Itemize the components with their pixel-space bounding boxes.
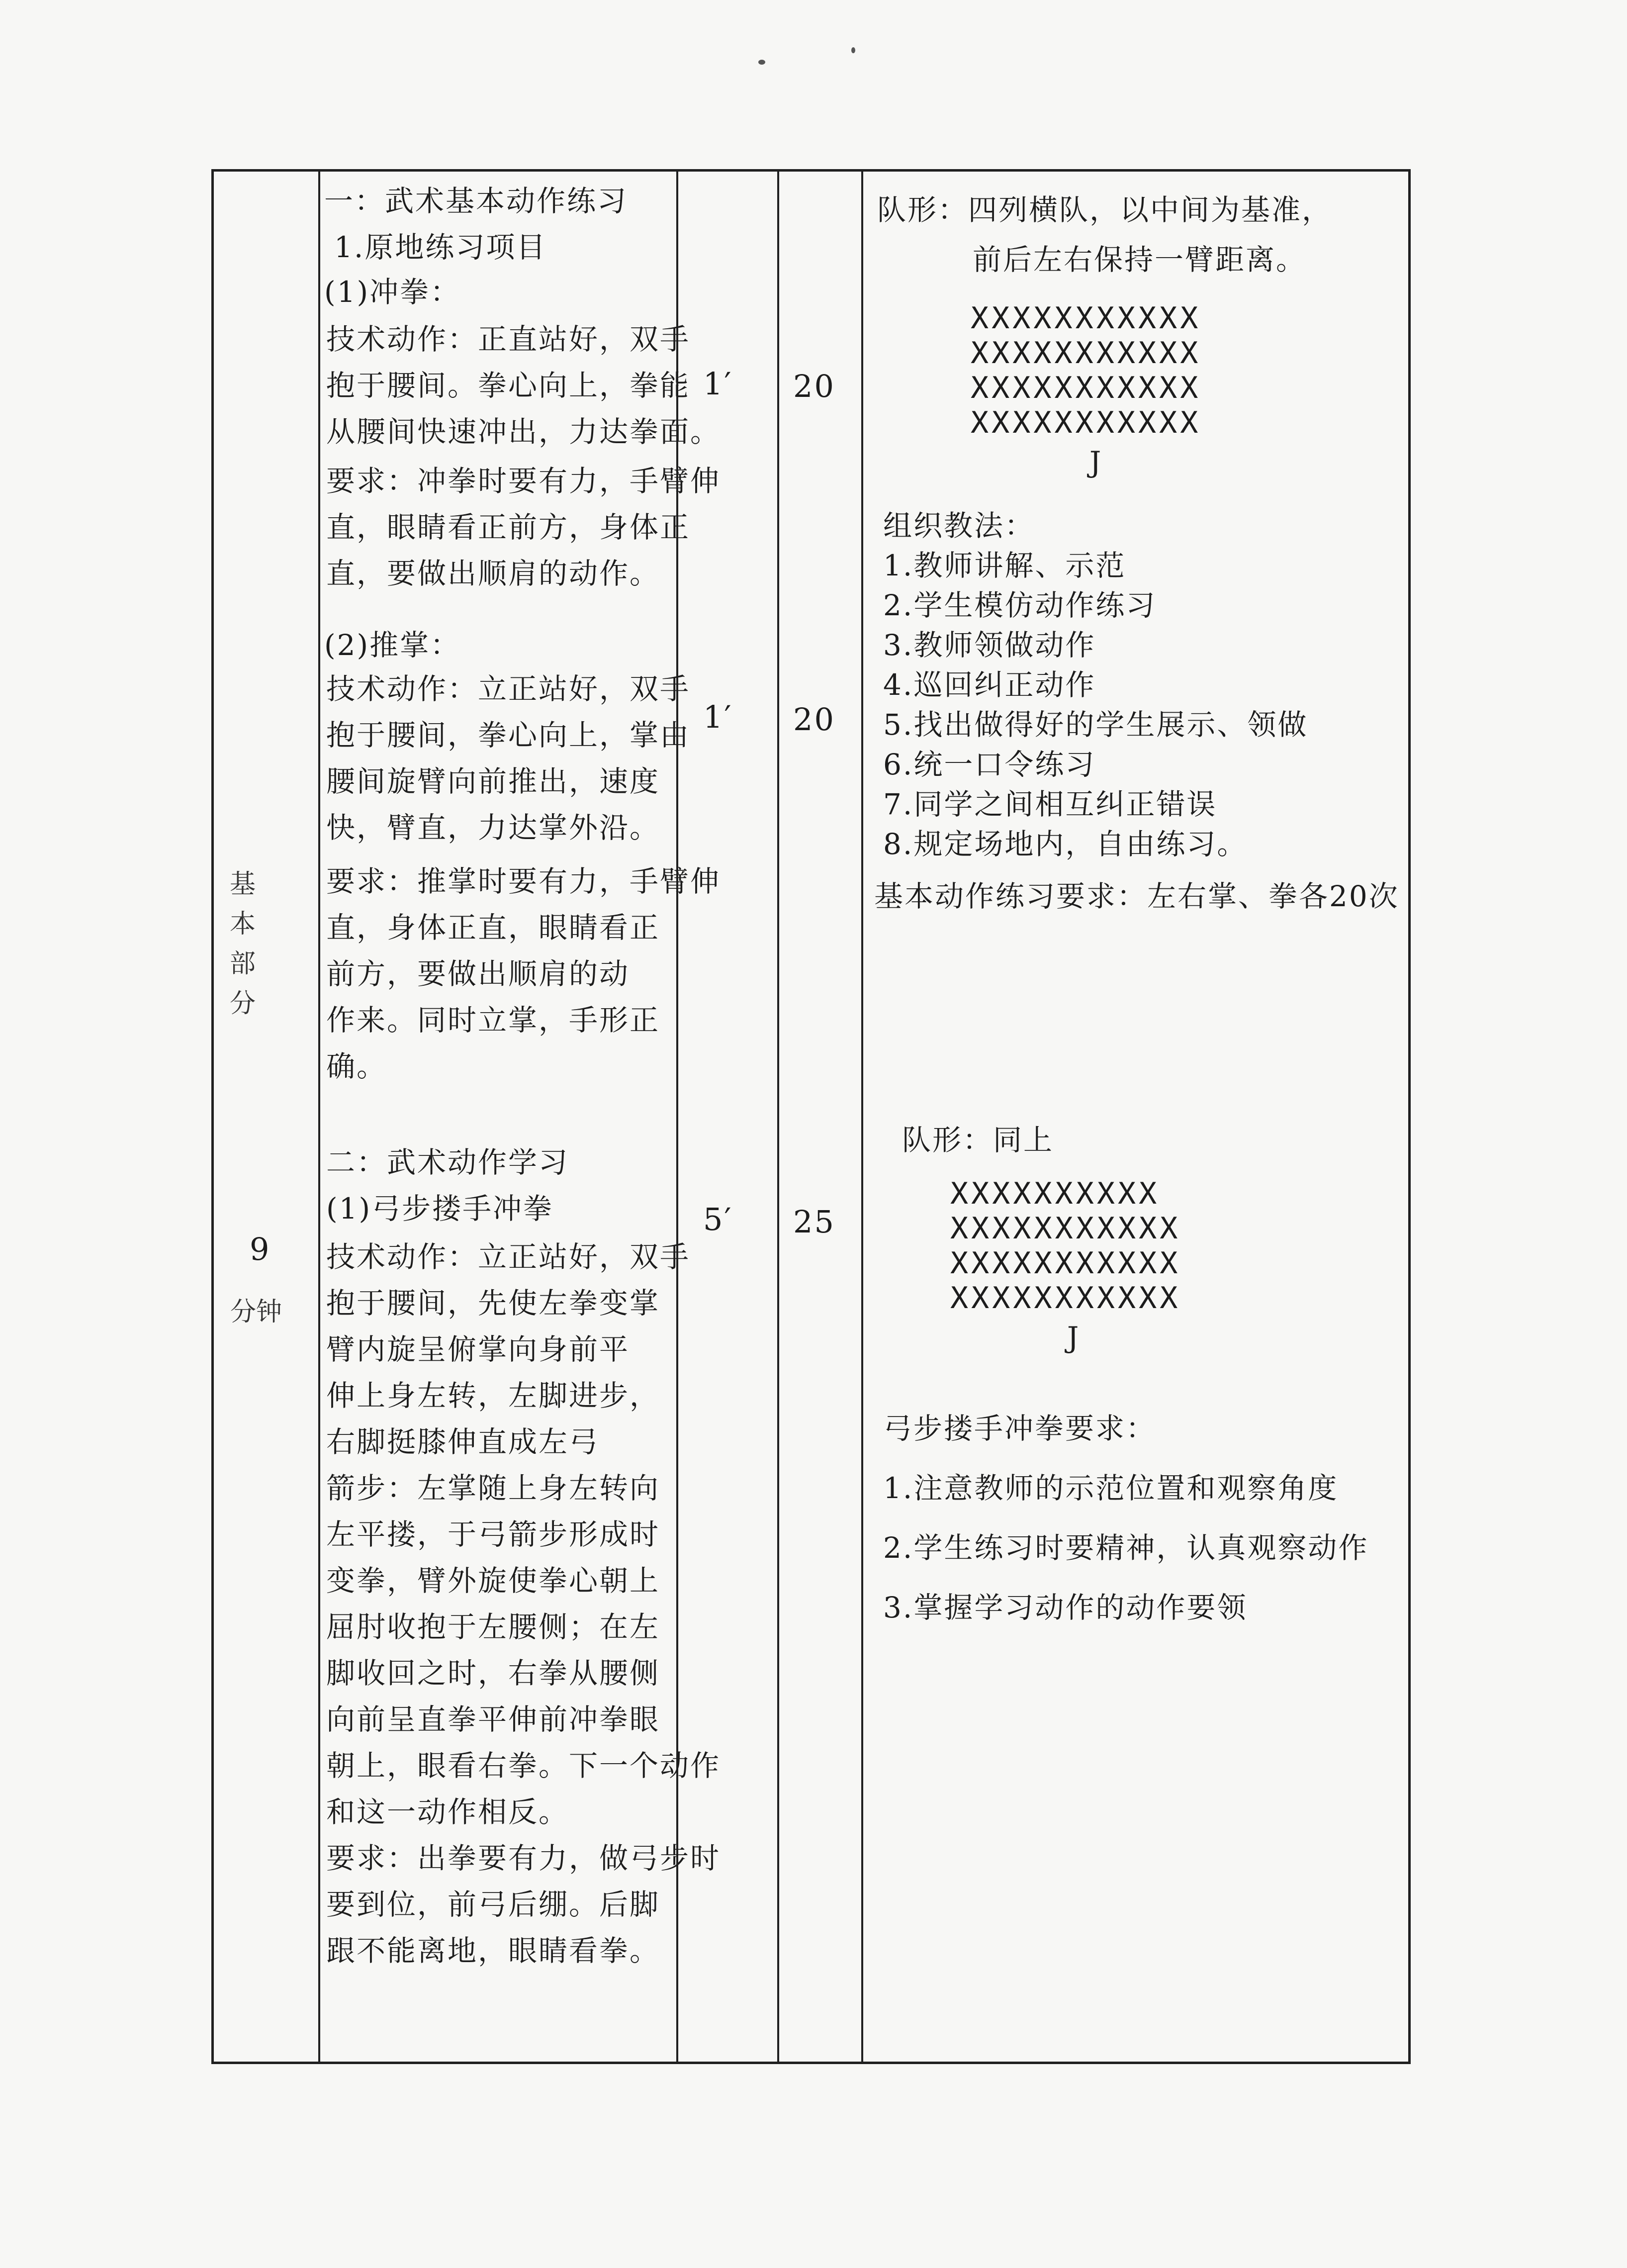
text-line: 直，要做出顺肩的动作。 xyxy=(326,557,660,590)
formation-row: XXXXXXXXXXX xyxy=(950,1281,1181,1316)
text-line: 抱于腰间，先使左拳变掌 xyxy=(326,1286,660,1320)
section-label-char: 本 xyxy=(230,909,256,939)
time-value: 5′ xyxy=(703,1201,733,1237)
section-label-char: 分 xyxy=(230,989,256,1019)
bow-requirement-item: 3.掌握学习动作的动作要领 xyxy=(883,1591,1248,1624)
text-line: 要求：出拳要有力，做弓步时 xyxy=(326,1841,721,1875)
formation1-line: 前后左右保持一臂距离。 xyxy=(973,243,1307,277)
method-item: 5.找出做得好的学生展示、领做 xyxy=(883,708,1308,742)
bow-requirement-item: 2.学生练习时要精神，认真观察动作 xyxy=(883,1531,1369,1565)
text-line: 变拳，臂外旋使拳心朝上 xyxy=(326,1564,660,1598)
formation-row: XXXXXXXXXXX xyxy=(971,336,1201,371)
text-line: 向前呈直拳平伸前冲拳眼 xyxy=(326,1702,660,1736)
duration-label: 分钟 xyxy=(230,1297,282,1327)
text-line: 箭步：左掌随上身左转向 xyxy=(326,1471,660,1505)
text-line: 技术动作：立正站好，双手 xyxy=(326,1240,691,1274)
method-item: 8.规定场地内，自由练习。 xyxy=(883,827,1248,861)
count-value: 25 xyxy=(793,1204,835,1240)
part1-title: 一：武术基本动作练习 xyxy=(324,184,628,218)
text-line: 屈肘收抱于左腰侧；在左 xyxy=(326,1610,660,1644)
bow-requirement-item: 1.注意教师的示范位置和观察角度 xyxy=(883,1471,1339,1505)
text-line: 要求：冲拳时要有力，手臂伸 xyxy=(326,464,721,498)
formation2-title: 队形：同上 xyxy=(902,1123,1054,1157)
text-line: 直，眼睛看正前方，身体正 xyxy=(326,510,691,544)
text-line: 伸上身左转，左脚进步， xyxy=(326,1379,660,1413)
method-item: 4.巡回纠正动作 xyxy=(883,668,1096,702)
part2-title: 二：武术动作学习 xyxy=(326,1145,569,1179)
text-line: 抱于腰间。拳心向上，拳能 xyxy=(326,369,691,402)
text-line: 脚收回之时，右拳从腰侧 xyxy=(326,1656,660,1690)
formation-row: XXXXXXXXXX xyxy=(950,1176,1160,1211)
basic-requirement: 基本动作练习要求：左右掌、拳各20次 xyxy=(874,879,1399,913)
formation-row: XXXXXXXXXXX xyxy=(971,405,1201,440)
text-line: 和这一动作相反。 xyxy=(326,1795,569,1829)
section-label-char: 基 xyxy=(230,869,256,899)
formation1-line: 队形：四列横队，以中间为基准， xyxy=(877,193,1333,227)
scan-speck xyxy=(758,60,765,65)
text-line: 要求：推掌时要有力，手臂伸 xyxy=(326,864,721,898)
time-value: 1′ xyxy=(703,366,733,402)
organization-column xyxy=(863,172,1410,2062)
text-line: 技术动作：正直站好，双手 xyxy=(326,322,691,356)
formation-row: XXXXXXXXXXX xyxy=(950,1246,1181,1281)
time-column xyxy=(678,172,777,2062)
text-line: 从腰间快速冲出，力达拳面。 xyxy=(326,415,721,449)
count-column xyxy=(779,172,861,2062)
method-item: 6.统一口令练习 xyxy=(883,748,1096,781)
method-title: 组织教法： xyxy=(883,509,1035,543)
count-value: 20 xyxy=(793,701,835,738)
teacher-mark: J xyxy=(1067,1321,1081,1354)
formation-row: XXXXXXXXXXX xyxy=(971,301,1201,336)
section-label-char: 部 xyxy=(230,949,256,979)
bow-requirements-title: 弓步搂手冲拳要求： xyxy=(883,1412,1157,1445)
lesson-plan-table xyxy=(211,169,1411,2064)
text-line: 要到位，前弓后绷。后脚 xyxy=(326,1888,660,1921)
bow-title: (1)弓步搂手冲拳 xyxy=(326,1192,554,1226)
method-item: 1.教师讲解、示范 xyxy=(883,549,1126,582)
text-line: 右脚挺膝伸直成左弓 xyxy=(326,1425,600,1459)
method-item: 7.同学之间相互纠正错误 xyxy=(883,787,1217,821)
text-line: 左平搂，于弓箭步形成时 xyxy=(326,1517,660,1551)
text-line: 快，臂直，力达掌外沿。 xyxy=(326,811,660,845)
palm-title: (2)推掌： xyxy=(324,628,461,662)
text-line: 技术动作：立正站好，双手 xyxy=(326,672,691,706)
text-line: 作来。同时立掌，手形正 xyxy=(326,1003,660,1037)
text-line: 直，身体正直，眼睛看正 xyxy=(326,911,660,945)
part1-subtitle: 1.原地练习项目 xyxy=(334,230,547,264)
teacher-mark: J xyxy=(1089,445,1103,479)
text-line: 跟不能离地，眼睛看拳。 xyxy=(326,1934,660,1968)
text-line: 前方，要做出顺肩的动 xyxy=(326,957,630,991)
scan-speck xyxy=(851,47,855,53)
text-line: 臂内旋呈俯掌向身前平 xyxy=(326,1332,630,1366)
method-item: 2.学生模仿动作练习 xyxy=(883,588,1157,622)
method-item: 3.教师领做动作 xyxy=(883,628,1096,662)
formation-row: XXXXXXXXXXX xyxy=(950,1211,1181,1246)
text-line: 确。 xyxy=(326,1049,387,1083)
formation-row: XXXXXXXXXXX xyxy=(971,371,1201,405)
count-value: 20 xyxy=(793,368,835,404)
content-column xyxy=(320,172,721,2062)
time-value: 1′ xyxy=(703,699,733,735)
section-column xyxy=(214,172,318,2062)
text-line: 抱于腰间，拳心向上，掌由 xyxy=(326,718,691,752)
duration-value: 9 xyxy=(250,1231,271,1267)
punch-title: (1)冲拳： xyxy=(324,275,461,309)
text-line: 腰间旋臂向前推出，速度 xyxy=(326,764,660,798)
text-line: 朝上，眼看右拳。下一个动作 xyxy=(326,1749,721,1783)
